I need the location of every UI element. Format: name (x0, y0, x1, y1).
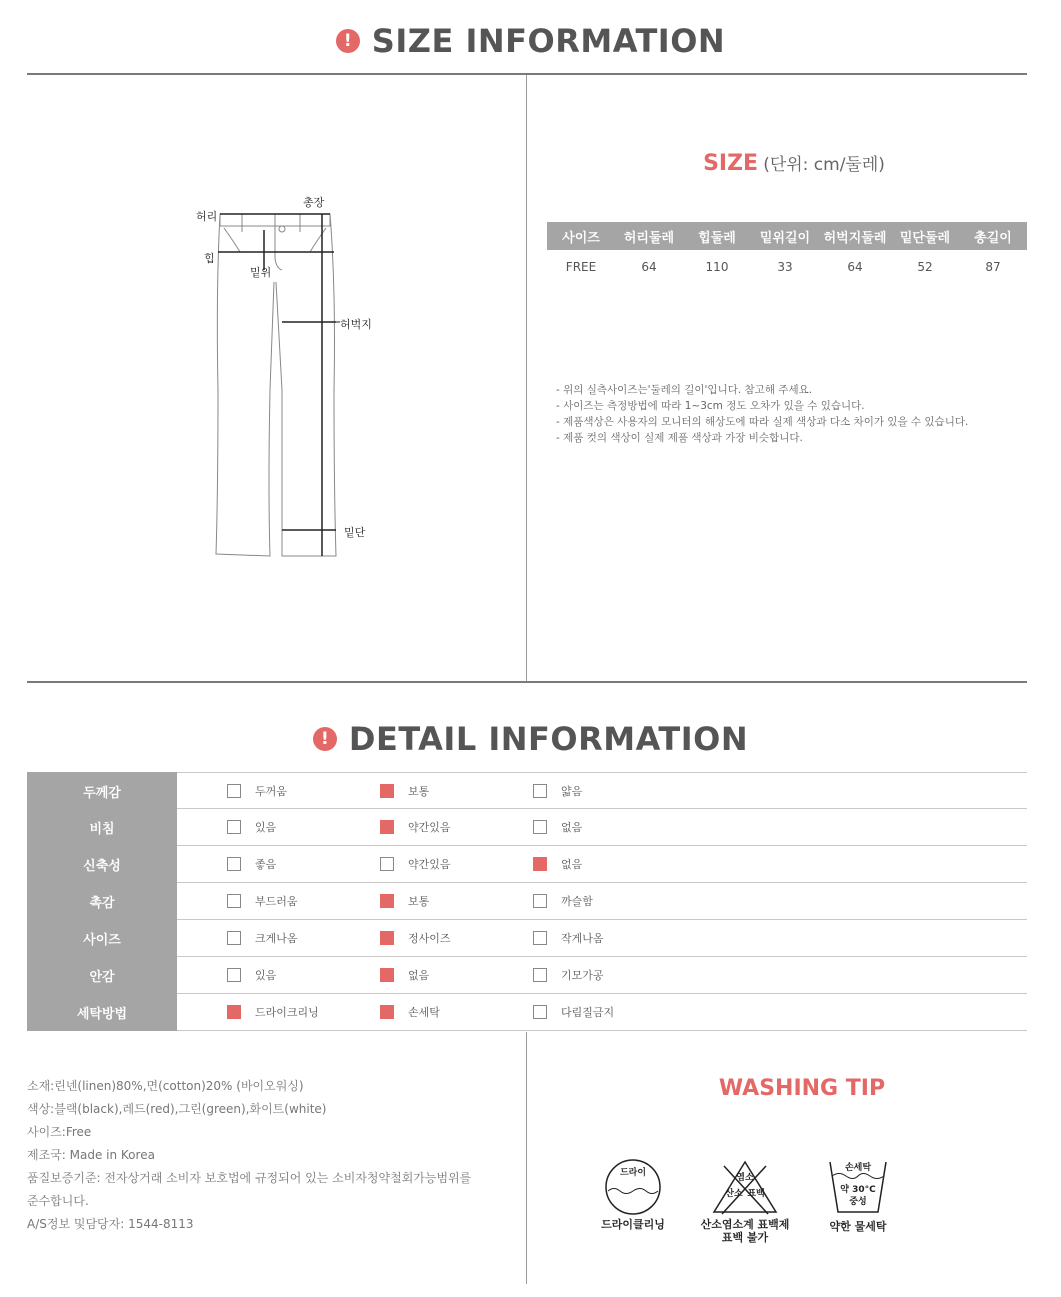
detail-option (380, 920, 451, 956)
checkbox (533, 968, 547, 982)
detail-option (533, 957, 604, 993)
detail-table (27, 772, 1027, 1031)
size-section-title (0, 22, 1061, 60)
no-bleach-right-text: 표백 (747, 1189, 765, 1199)
label-waist: 허리 (196, 210, 218, 223)
option-label: 없음 (408, 969, 430, 982)
size-table (547, 222, 1027, 284)
wash-caption: 약한 물세탁 (829, 1220, 887, 1233)
option-label: 약간있음 (408, 858, 451, 871)
checkbox-checked (533, 857, 547, 871)
option-label: 보통 (408, 895, 430, 908)
detail-option (380, 994, 440, 1030)
checkbox-checked (380, 968, 394, 982)
option-label: 있음 (255, 821, 277, 834)
note-line: - 사이즈는 측정방법에 따라 1~3cm 정도 오차가 있을 수 있습니다. (556, 400, 865, 412)
divider (526, 1032, 527, 1284)
label-rise: 밑위 (250, 266, 272, 279)
detail-section-title (0, 720, 1061, 758)
detail-row-washing (27, 994, 1027, 1031)
detail-option (380, 809, 451, 845)
detail-row-label: 촉감 (27, 882, 177, 920)
option-label: 손세탁 (408, 1006, 440, 1019)
no-bleach-top-text: 염소 (736, 1173, 754, 1183)
wash-caption: 산소염소계 표백제 (700, 1218, 790, 1231)
pants-diagram (190, 190, 390, 570)
checkbox (227, 784, 241, 798)
detail-option (533, 920, 604, 956)
label-thigh: 허벅지 (340, 318, 372, 331)
fabric-line: 소재:린넨(linen)80%,면(cotton)20% (바이오워싱) (27, 1079, 304, 1093)
detail-option (227, 920, 298, 956)
detail-row-label: 세탁방법 (27, 993, 177, 1031)
detail-row-stretch (27, 846, 1027, 883)
checkbox (227, 968, 241, 982)
detail-option (533, 883, 593, 919)
checkbox (533, 820, 547, 834)
detail-row-label: 안감 (27, 956, 177, 994)
detail-row-label: 두께감 (27, 772, 177, 810)
checkbox-checked (380, 784, 394, 798)
fabric-line: 사이즈:Free (27, 1125, 92, 1139)
table-cell: 87 (985, 260, 1001, 274)
table-header: 허벅지둘레 (819, 222, 891, 250)
table-cell: 64 (847, 260, 863, 274)
table-header: 허리둘레 (615, 222, 683, 250)
detail-option (227, 994, 319, 1030)
size-heading (527, 150, 1061, 176)
wash-item-dry-clean (578, 1158, 688, 1231)
checkbox-checked (380, 894, 394, 908)
detail-option (380, 846, 451, 882)
fabric-line: 준수합니다. (27, 1194, 89, 1208)
fabric-info (27, 1075, 471, 1236)
table-cell: 33 (777, 260, 793, 274)
option-label: 부드러움 (255, 895, 298, 908)
checkbox-checked (380, 820, 394, 834)
hand-wash-bottom-text: 중성 (849, 1197, 867, 1207)
option-label: 보통 (408, 785, 430, 798)
size-title-text: SIZE INFORMATION (371, 22, 726, 60)
detail-option (227, 957, 276, 993)
checkbox (533, 931, 547, 945)
dry-clean-symbol-text: 드라이 (619, 1168, 647, 1178)
detail-row-lining (27, 957, 1027, 994)
table-header: 힙둘레 (683, 222, 751, 250)
table-header: 밑단둘레 (891, 222, 959, 250)
divider (27, 681, 1027, 683)
checkbox-checked (380, 1005, 394, 1019)
detail-option (380, 773, 429, 809)
dry-clean-icon (601, 1158, 665, 1216)
option-label: 작게나옴 (561, 932, 604, 945)
detail-row-texture (27, 883, 1027, 920)
size-unit: (단위: cm/둘레) (763, 155, 885, 175)
checkbox (227, 931, 241, 945)
fabric-line: A/S정보 및담당자: 1544-8113 (27, 1217, 194, 1231)
checkbox (227, 820, 241, 834)
detail-title-text: DETAIL INFORMATION (348, 720, 749, 758)
note-line: - 제품색상은 사용자의 모니터의 해상도에 따라 실제 색상과 다소 차이가 있을 수 있습니다. (556, 416, 969, 428)
label-hem: 밑단 (344, 526, 366, 539)
option-label: 약간있음 (408, 821, 451, 834)
checkbox (533, 1005, 547, 1019)
option-label: 없음 (561, 821, 583, 834)
wash-item-hand-wash (803, 1158, 913, 1233)
checkbox-checked (380, 931, 394, 945)
option-label: 크게나옴 (255, 932, 298, 945)
option-label: 까슬함 (561, 895, 593, 908)
detail-option (227, 846, 276, 882)
checkbox (227, 894, 241, 908)
detail-row-label: 신축성 (27, 845, 177, 883)
checkbox (227, 857, 241, 871)
option-label: 없음 (561, 858, 583, 871)
detail-option (533, 809, 582, 845)
pants-outline-illustration (190, 190, 390, 570)
washing-tip-title: WASHING TIP (718, 1076, 886, 1101)
label-total-length: 총장 (303, 196, 325, 209)
option-label: 두꺼움 (255, 785, 287, 798)
fabric-line: 품질보증기준: 전자상거래 소비자 보호법에 규정되어 있는 소비자청약철회가능범위를 (27, 1171, 472, 1185)
detail-option (533, 846, 582, 882)
option-label: 정사이즈 (408, 932, 451, 945)
checkbox (533, 784, 547, 798)
detail-option (227, 809, 276, 845)
table-cell: 64 (641, 260, 657, 274)
detail-option (227, 883, 298, 919)
no-bleach-left-text: 산소 (725, 1189, 743, 1199)
note-line: - 제품 컷의 색상이 실제 제품 색상과 가장 비슷합니다. (556, 432, 803, 444)
divider (27, 73, 1027, 75)
option-label: 있음 (255, 969, 277, 982)
detail-option (380, 957, 429, 993)
detail-option (380, 883, 429, 919)
option-label: 얇음 (561, 785, 583, 798)
hand-wash-top-text: 손세탁 (844, 1163, 872, 1173)
detail-option (533, 994, 614, 1030)
wash-caption: 표백 불가 (721, 1231, 769, 1244)
option-label: 좋음 (255, 858, 277, 871)
detail-row-thickness (27, 772, 1027, 809)
option-label: 기모가공 (561, 969, 604, 982)
hand-wash-temp-text: 약 30°C (840, 1185, 876, 1195)
checkbox (380, 857, 394, 871)
fabric-line: 색상:블랙(black),레드(red),그린(green),화이트(white) (27, 1102, 327, 1116)
label-hip: 힙 (204, 252, 215, 265)
note-line: - 위의 실측사이즈는'둘레의 길이'입니다. 참고해 주세요. (556, 384, 813, 396)
table-cell: 52 (917, 260, 933, 274)
detail-row-sheerness (27, 809, 1027, 846)
table-cell: FREE (565, 260, 597, 274)
detail-row-fit (27, 920, 1027, 957)
hand-wash-icon (826, 1158, 890, 1218)
size-word: SIZE (703, 151, 759, 176)
size-table-header-row (547, 222, 1027, 250)
table-header: 총길이 (959, 222, 1027, 250)
option-label: 드라이크리닝 (255, 1006, 319, 1019)
detail-row-label: 사이즈 (27, 919, 177, 957)
size-notes (556, 382, 968, 446)
no-bleach-icon (710, 1158, 780, 1216)
table-cell: 110 (705, 260, 729, 274)
detail-row-label: 비침 (27, 808, 177, 846)
alert-icon: ! (313, 727, 337, 751)
detail-option (533, 773, 582, 809)
table-row (547, 250, 1027, 284)
option-label: 다림질금지 (561, 1006, 615, 1019)
table-header: 밑위길이 (751, 222, 819, 250)
detail-option (227, 773, 287, 809)
table-header: 사이즈 (547, 222, 615, 250)
alert-icon: ! (336, 29, 360, 53)
checkbox-checked (227, 1005, 241, 1019)
fabric-line: 제조국: Made in Korea (27, 1148, 155, 1162)
checkbox (533, 894, 547, 908)
wash-item-no-bleach (690, 1158, 800, 1244)
wash-caption: 드라이클리닝 (601, 1218, 665, 1231)
